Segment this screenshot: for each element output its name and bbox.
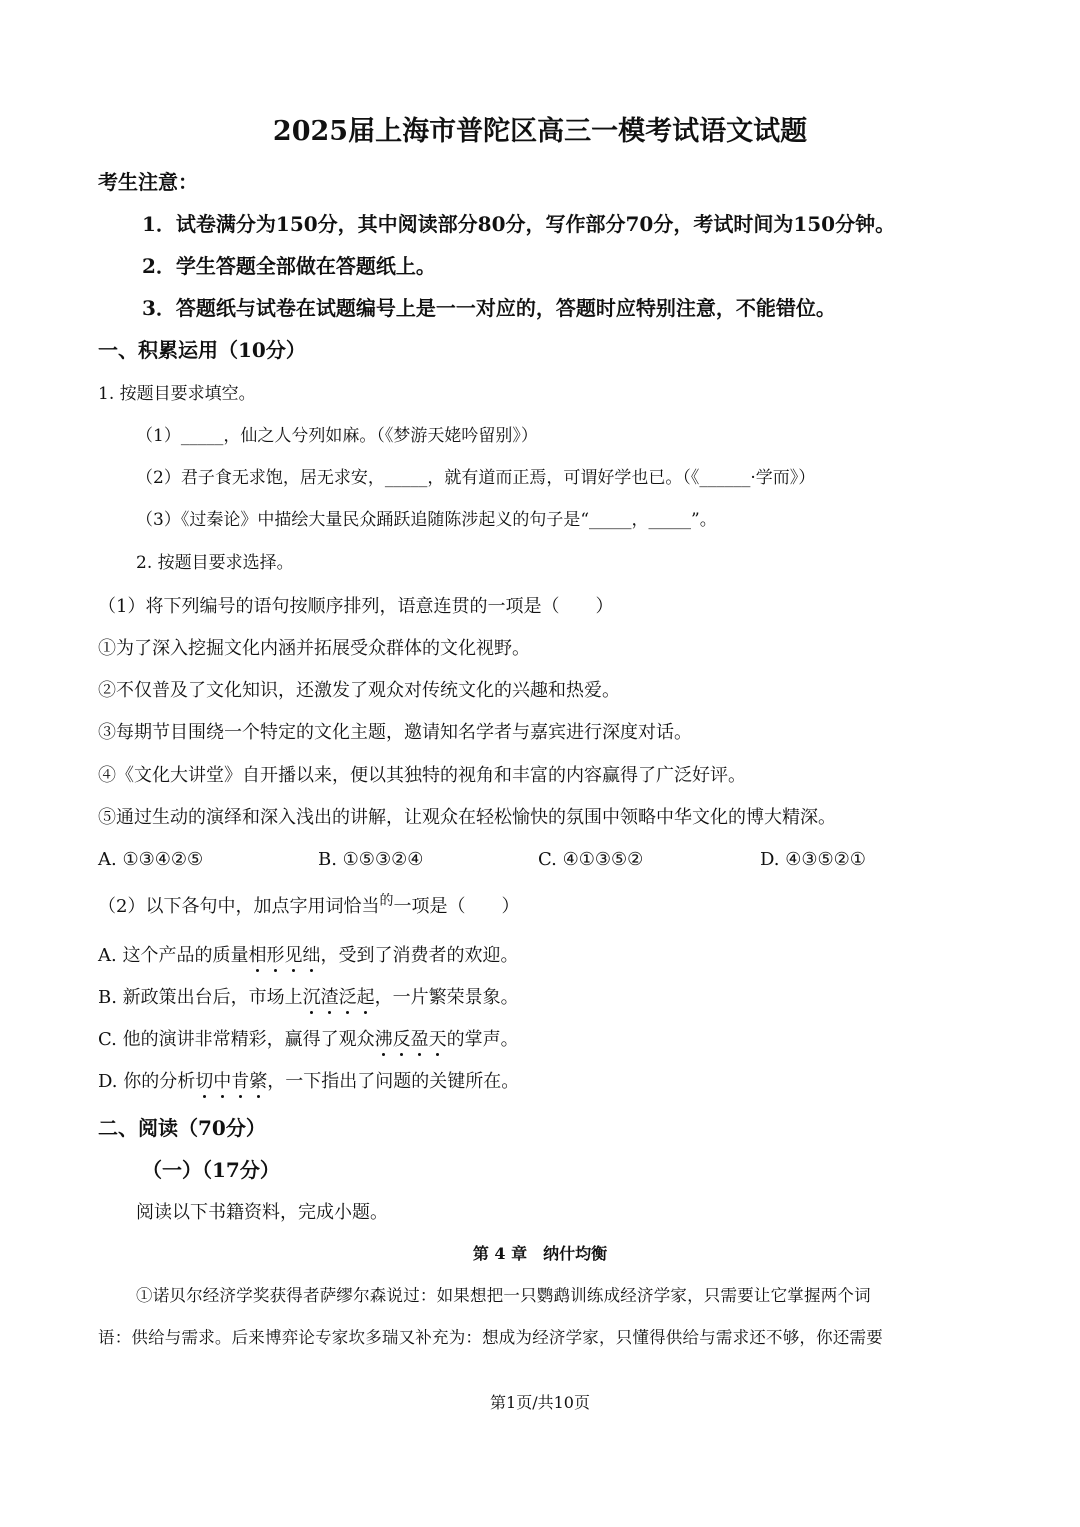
dotted-char: 肯 <box>231 1071 250 1092</box>
notice-item-2: 2．学生答题全部做在答题纸上。 <box>142 254 436 278</box>
dotted-char: 见 <box>284 945 303 966</box>
option-a: A. ①③④②⑤ <box>98 849 204 870</box>
sentence-2: ②不仅普及了文化知识，还激发了观众对传统文化的兴趣和热爱。 <box>98 680 620 701</box>
dotted-char: 中 <box>213 1071 232 1092</box>
notice-heading: 考生注意： <box>98 170 198 194</box>
section-2-heading: 二、阅读（70分） <box>98 1116 266 1140</box>
question-2-1-stem: （1）将下列编号的语句按顺序排列，语意连贯的一项是（ ） <box>98 596 614 617</box>
question-1-item-1: （1）_____，仙之人兮列如麻。（《梦游天姥吟留别》） <box>136 426 538 446</box>
sentence-3: ③每期节目围绕一个特定的文化主题，邀请知名学者与嘉宾进行深度对话。 <box>98 722 692 743</box>
question-2-stem: 2. 按题目要求选择。 <box>136 553 294 573</box>
choice-a <box>98 945 518 967</box>
choice-text: A. 这个产品的质量 <box>98 945 249 966</box>
dotted-char: 反 <box>392 1029 411 1050</box>
dotted-char: 天 <box>428 1029 447 1050</box>
choice-text: C. 他的演讲非常精彩，赢得了观众 <box>98 1029 375 1050</box>
choice-text: 的掌声。 <box>446 1029 519 1050</box>
choice-d <box>98 1071 519 1093</box>
page-footer: 第1页/共10页 <box>490 1393 590 1412</box>
question-2-2-stem <box>98 893 520 918</box>
section-1-heading: 一、积累运用（10分） <box>98 338 306 362</box>
reading-paragraph-line-2: 语：供给与需求。后来博弈论专家坎多瑞又补充为：想成为经济学家，只懂得供给与需求还不够，你还需要 <box>98 1328 883 1347</box>
choice-b <box>98 987 519 1009</box>
dotted-char: 渣 <box>320 987 339 1008</box>
option-c: C. ④①③⑤② <box>538 849 644 870</box>
dotted-char: 沉 <box>302 987 321 1008</box>
sentence-5: ⑤通过生动的演绎和深入浅出的讲解，让观众在轻松愉快的氛围中领略中华文化的博大精深。 <box>98 807 836 828</box>
dotted-char: 切 <box>195 1071 214 1092</box>
question-2-2-stem-pre: （2）以下各句中，加点字用词恰当 <box>98 896 380 917</box>
question-2-2-stem-post: 一项是（ ） <box>393 896 520 917</box>
choice-text: ，一下指出了问题的关键所在。 <box>267 1071 520 1092</box>
question-1-item-2: （2）君子食无求饱，居无求安，_____，就有道而正焉，可谓好学也已。（《______·学而》） <box>136 468 816 488</box>
notice-item-1: 1．试卷满分为150分，其中阅读部分80分，写作部分70分，考试时间为150分钟。 <box>142 212 896 236</box>
sentence-1: ①为了深入挖掘文化内涵并拓展受众群体的文化视野。 <box>98 638 530 659</box>
option-d: D. ④③⑤②① <box>760 849 866 870</box>
dotted-char: 綮 <box>249 1071 268 1092</box>
reading-intro: 阅读以下书籍资料，完成小题。 <box>136 1202 388 1223</box>
dotted-char: 形 <box>266 945 285 966</box>
question-1-stem: 1. 按题目要求填空。 <box>98 384 256 404</box>
choice-c <box>98 1029 519 1051</box>
notice-item-3: 3．答题纸与试卷在试题编号上是一一对应的，答题时应特别注意，不能错位。 <box>142 296 836 320</box>
chapter-title: 第 4 章 纳什均衡 <box>472 1244 608 1263</box>
page-title: 2025届上海市普陀区高三一模考试语文试题 <box>272 116 808 147</box>
choice-text: ，受到了消费者的欢迎。 <box>320 945 519 966</box>
choice-text: D. 你的分析 <box>98 1071 196 1092</box>
dotted-char: 相 <box>248 945 267 966</box>
choice-text: B. 新政策出台后，市场上 <box>98 987 303 1008</box>
dotted-char: 沸 <box>374 1029 393 1050</box>
dotted-char: 盈 <box>410 1029 429 1050</box>
option-b: B. ①⑤③②④ <box>318 849 424 870</box>
reading-paragraph-line-1: ①诺贝尔经济学奖获得者萨缪尔森说过：如果想把一只鹦鹉训练成经济学家，只需要让它掌握两个词 <box>136 1286 871 1305</box>
dotted-char: 泛 <box>338 987 357 1008</box>
dotted-char: 绌 <box>302 945 321 966</box>
reading-part-1-heading: （一）（17分） <box>142 1158 280 1182</box>
choice-text: ，一片繁荣景象。 <box>374 987 519 1008</box>
question-1-item-3: （3）《过秦论》中描绘大量民众踊跃追随陈涉起义的句子是“_____，_____”。 <box>136 510 717 530</box>
dotted-char: 起 <box>356 987 375 1008</box>
sentence-4: ④《文化大讲堂》自开播以来，便以其独特的视角和丰富的内容赢得了广泛好评。 <box>98 765 746 786</box>
question-2-2-stem-sup: 的 <box>379 893 394 909</box>
